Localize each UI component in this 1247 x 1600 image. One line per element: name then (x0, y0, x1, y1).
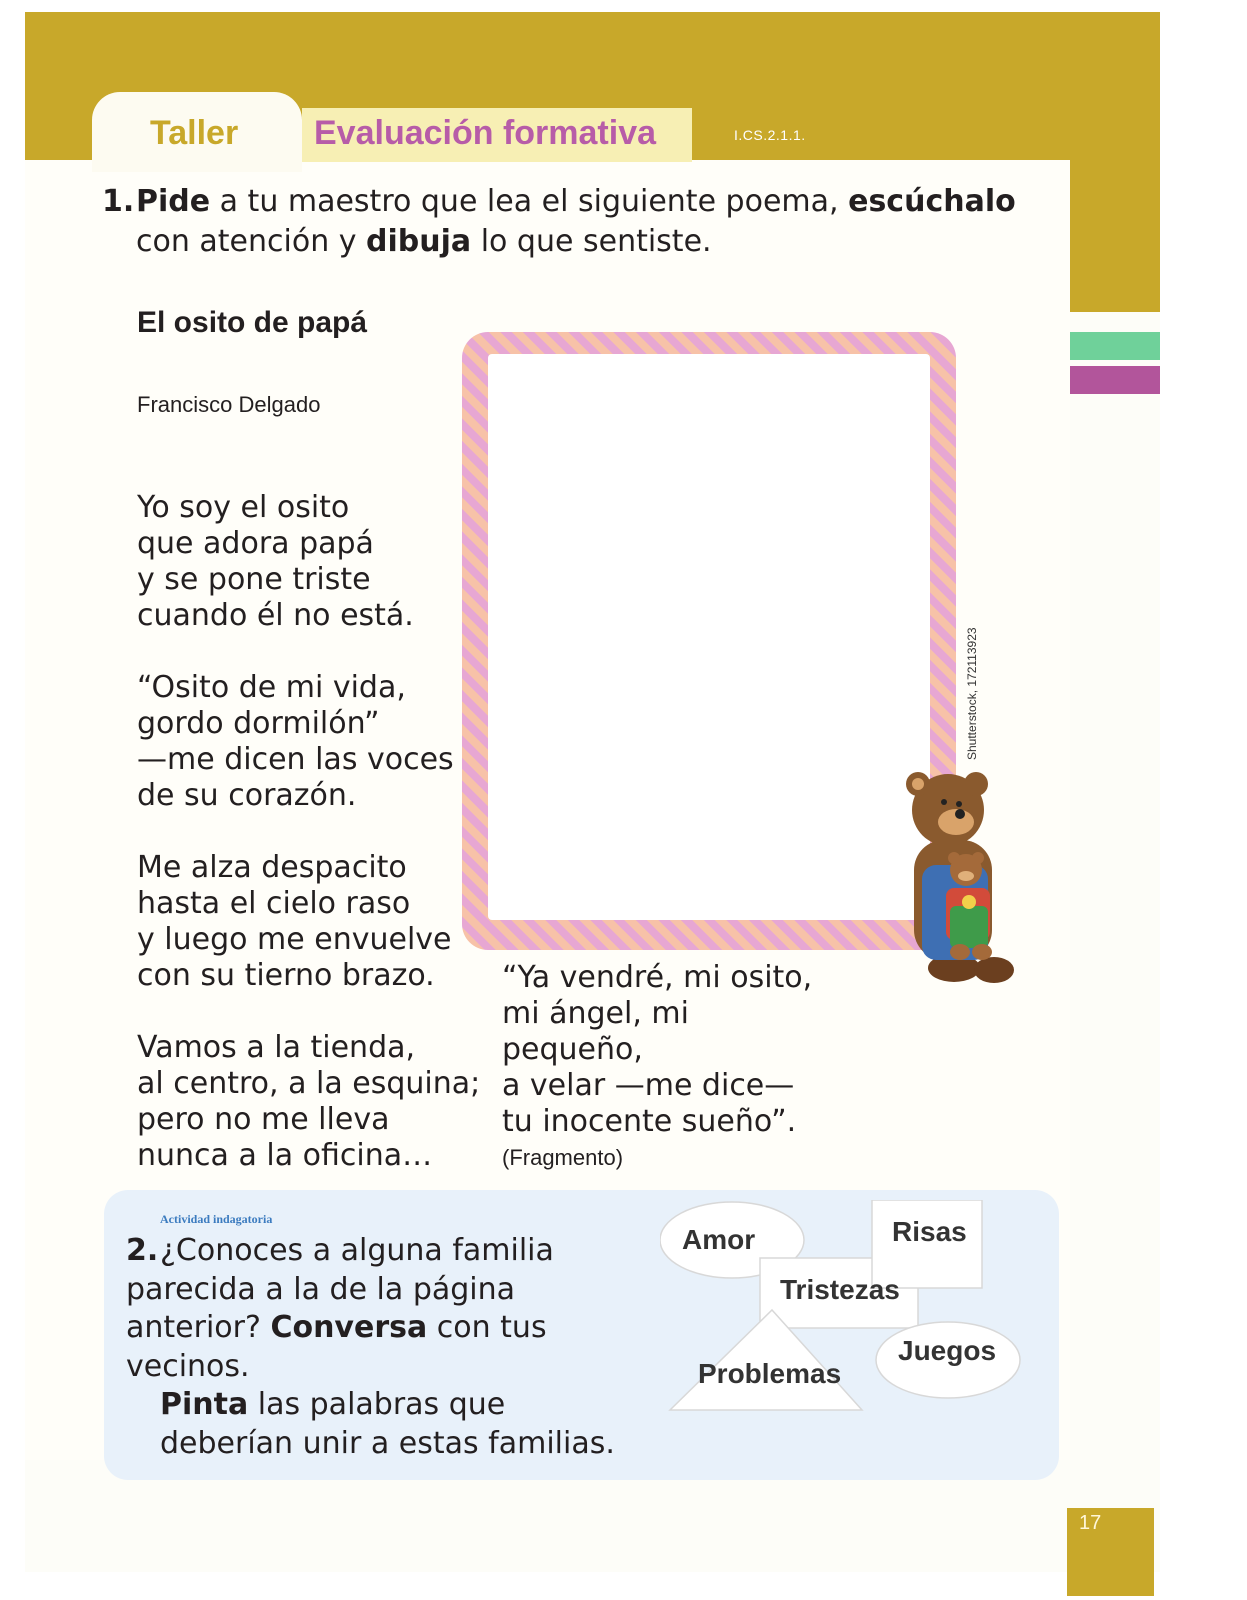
question-number: 1. (102, 184, 135, 219)
question-text: con atención y (136, 224, 367, 259)
word-shapes (660, 1200, 1060, 1450)
poem-title: El osito de papá (137, 306, 368, 339)
drawing-area[interactable] (488, 354, 930, 920)
verse-line: y luego me envuelve (137, 922, 452, 957)
page-number-box (1067, 1508, 1154, 1596)
drawing-frame (462, 332, 956, 950)
word-problemas[interactable]: Problemas (698, 1358, 842, 1389)
activity-label: Actividad indagatoria (160, 1212, 273, 1226)
tab-taller (92, 92, 302, 172)
question-2 (126, 1232, 646, 1463)
verse-line: a velar —me dice— (502, 1068, 795, 1103)
question-text: lo que sentiste. (471, 224, 712, 259)
verse-line: “Osito de mi vida, (137, 670, 406, 705)
verse-line: al centro, a la esquina; (137, 1066, 481, 1101)
question-text: las palabras que deberían unir a estas familias. (160, 1387, 615, 1461)
word-amor[interactable]: Amor (682, 1224, 756, 1255)
green-stripe (1070, 332, 1160, 360)
keyword-dibuja: dibuja (366, 224, 472, 259)
keyword-pinta: Pinta (160, 1387, 249, 1422)
question-text: con tus vecinos. (126, 1310, 547, 1384)
verse-line: nunca a la oficina… (137, 1138, 433, 1173)
bear-illustration (896, 770, 1031, 1000)
page-number: 17 (1079, 1512, 1102, 1534)
image-credit: Shutterstock, 172113923 (965, 627, 979, 760)
poem-verses (137, 490, 487, 1210)
verse-line: con su tierno brazo. (137, 958, 435, 993)
stanza (137, 1030, 487, 1174)
stanza (137, 850, 487, 994)
poem-last-stanza (502, 960, 832, 1176)
verse-line: Me alza despacito (137, 850, 407, 885)
poem-author: Francisco Delgado (137, 392, 321, 417)
verse-line: de su corazón. (137, 778, 357, 813)
verse-line: cuando él no está. (137, 598, 414, 633)
keyword-escuchalo: escúchalo (848, 184, 1016, 219)
verse-line: pero no me lleva (137, 1102, 390, 1137)
stanza (137, 490, 487, 634)
side-band (1070, 12, 1160, 312)
section-title: Evaluación formativa (314, 114, 657, 152)
pink-stripe (1070, 366, 1160, 394)
question-text: a tu maestro que lea el siguiente poema, (210, 184, 849, 219)
verse-line: “Ya vendré, mi osito, (502, 960, 813, 995)
verse-line: mi ángel, mi (502, 996, 689, 1031)
stanza (137, 670, 487, 814)
keyword-pide: Pide (136, 184, 211, 219)
question-number: 2. (126, 1233, 159, 1268)
question-text: ¿Conoces a alguna familia parecida a la de la página anterior? (126, 1233, 554, 1345)
section-title-box (302, 108, 692, 162)
verse-line: gordo dormilón” (137, 706, 380, 741)
verse-line: Vamos a la tienda, (137, 1030, 416, 1065)
verse-line: Yo soy el osito (137, 490, 350, 525)
curriculum-code: I.CS.2.1.1. (734, 127, 806, 143)
word-risas[interactable]: Risas (892, 1216, 967, 1247)
verse-line: pequeño, (502, 1032, 643, 1067)
verse-line: que adora papá (137, 526, 374, 561)
question-1 (102, 182, 1052, 262)
tab-label: Taller (150, 114, 239, 152)
verse-line: hasta el cielo raso (137, 886, 411, 921)
word-tristezas[interactable]: Tristezas (780, 1274, 900, 1305)
word-juegos[interactable]: Juegos (898, 1335, 997, 1366)
verse-line: —me dicen las voces (137, 742, 454, 777)
verse-line: y se pone triste (137, 562, 371, 597)
fragment-note: (Fragmento) (502, 1145, 624, 1170)
verse-line: tu inocente sueño”. (502, 1104, 797, 1139)
keyword-conversa: Conversa (270, 1310, 428, 1345)
